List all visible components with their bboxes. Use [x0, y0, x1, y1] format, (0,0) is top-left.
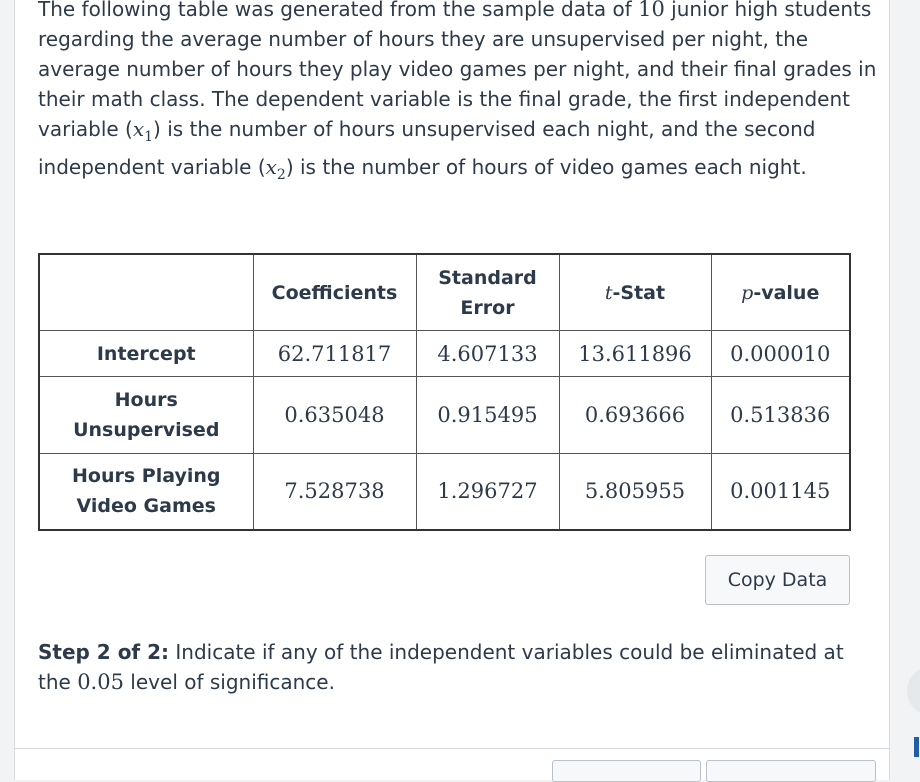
section-divider — [14, 748, 890, 749]
header-empty — [39, 254, 253, 331]
row-label: Intercept — [39, 331, 253, 377]
significance-level: 0.05 — [77, 670, 124, 694]
answer-option-button[interactable] — [706, 760, 876, 782]
step-text: level of significance. — [123, 670, 335, 694]
x1-symbol: $x_1$ — [132, 117, 154, 145]
cell-t-stat: 13.611896 — [559, 331, 711, 377]
problem-text: The following table was generated from the sample data of — [38, 0, 639, 21]
row-label: Hours Unsupervised — [39, 377, 253, 454]
cell-coefficient: 0.635048 — [253, 377, 416, 454]
copy-data-button[interactable]: Copy Data — [705, 555, 850, 605]
row-label: Hours Playing Video Games — [39, 454, 253, 530]
step-instruction — [38, 637, 878, 697]
table-row — [39, 454, 850, 530]
step-text: Indicate if any of the independent variables could be eliminated at the — [38, 640, 844, 694]
problem-text: ) is the number of hours of video games each night. — [285, 155, 807, 179]
table-header-row — [39, 254, 850, 331]
header-t-stat: t-Stat — [559, 254, 711, 331]
cell-coefficient: 7.528738 — [253, 454, 416, 530]
side-tool-button[interactable] — [907, 666, 920, 716]
regression-table — [38, 253, 851, 531]
header-coefficients: Coefficients — [253, 254, 416, 331]
problem-text: ) is the number of hours unsupervised each night, and the second independent variable ( — [38, 117, 816, 179]
header-standard-error: Standard Error — [416, 254, 559, 331]
x2-symbol: $x_2$ — [265, 155, 286, 183]
cell-t-stat: 5.805955 — [559, 454, 711, 530]
table-row — [39, 377, 850, 454]
cell-std-error: 0.915495 — [416, 377, 559, 454]
cell-std-error: 4.607133 — [416, 331, 559, 377]
cell-t-stat: 0.693666 — [559, 377, 711, 454]
cell-coefficient: 62.711817 — [253, 331, 416, 377]
sample-size: 10 — [638, 0, 665, 21]
problem-statement — [38, 0, 878, 190]
step-label: Step 2 of 2: — [38, 640, 170, 664]
cell-p-value: 0.513836 — [711, 377, 850, 454]
cell-std-error: 1.296727 — [416, 454, 559, 530]
cell-p-value: 0.001145 — [711, 454, 850, 530]
table-row — [39, 331, 850, 377]
answer-option-button[interactable] — [552, 760, 701, 782]
cell-p-value: 0.000010 — [711, 331, 850, 377]
header-p-value: p-value — [711, 254, 850, 331]
side-panel-marker — [914, 737, 919, 757]
problem-text: junior high students regarding the average number of hours they are unsupervised per night, the average number of hours they play video games per night, and their final grades in their math class. The dependent variable is the final grade, the first independent variable ( — [38, 0, 877, 141]
